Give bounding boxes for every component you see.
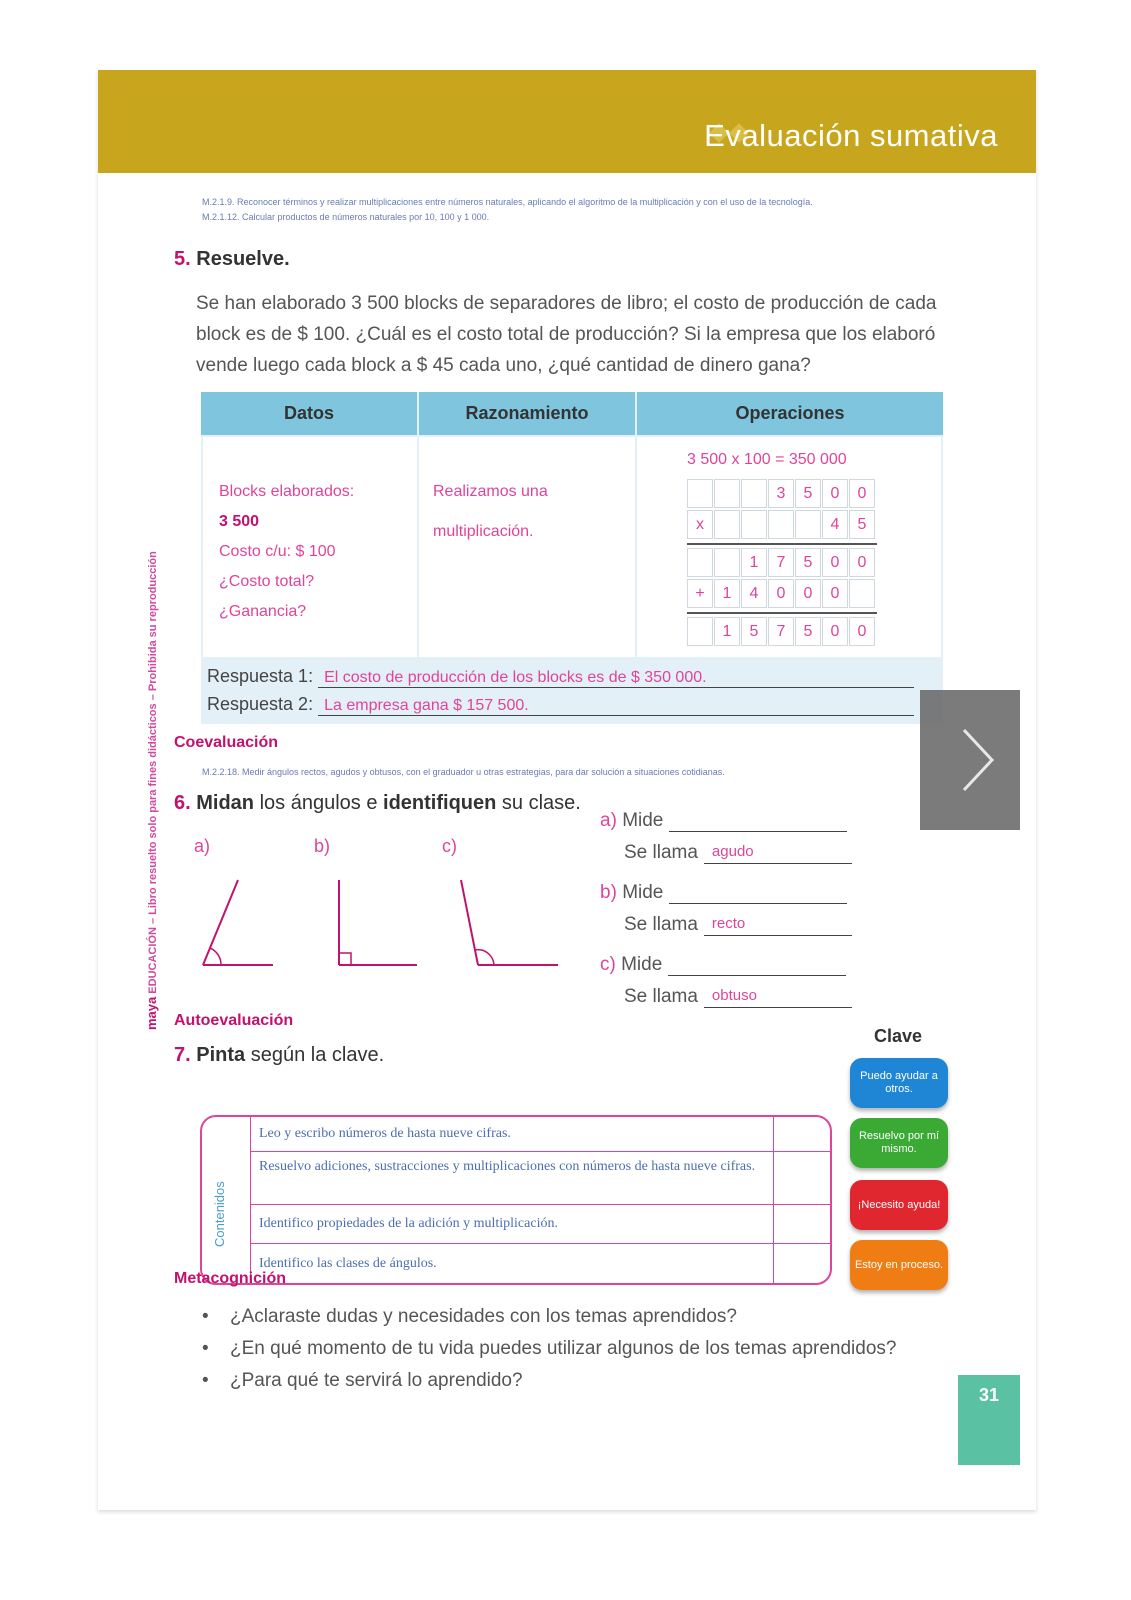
answer-2 [207, 694, 914, 716]
meta-item [202, 1338, 896, 1360]
grid-cell: x [687, 510, 713, 539]
sellama-label: Se llama [624, 986, 698, 1007]
q5-title [174, 248, 290, 271]
grid-cell [768, 510, 794, 539]
multiplication-grid [687, 479, 877, 648]
skill-code-2: M.2.1.12. Calcular productos de números naturales por 10, 100 y 1 000. [202, 212, 490, 222]
q7-title [174, 1044, 384, 1067]
key-help-others: Puedo ayudar a otros. [850, 1058, 948, 1108]
answer-a-letter: a) [600, 810, 617, 831]
sellama-label: Se llama [624, 842, 698, 863]
grid-cell: 4 [741, 579, 767, 608]
razonamiento-line: multiplicación. [433, 523, 534, 540]
q7-bold: Pinta [196, 1044, 246, 1066]
grid-row [687, 548, 877, 579]
grid-cell: 0 [822, 617, 848, 646]
grid-cell: + [687, 579, 713, 608]
grid-cell: 4 [822, 510, 848, 539]
q6-text: los ángulos e [254, 792, 384, 814]
grid-cell: 5 [741, 617, 767, 646]
contenido-text: Leo y escribo números de hasta nueve cifras. [259, 1126, 511, 1141]
razonamiento-line: Realizamos una [433, 483, 548, 500]
q6-bold-1: Midan [196, 792, 255, 814]
answer-1-value: El costo de producción de los blocks es de $ 350 000. [318, 669, 914, 688]
meta-question: ¿Para qué te servirá lo aprendido? [230, 1370, 523, 1391]
answer-b-name [600, 914, 852, 936]
angle-acute [203, 880, 273, 965]
q5-heading: Resuelve. [196, 248, 290, 270]
contenido-row [251, 1244, 830, 1283]
grid-separator [687, 612, 877, 614]
answer-c-letter: c) [600, 954, 616, 975]
meta-item [202, 1306, 737, 1328]
contenido-text: Identifico propiedades de la adición y multiplicación. [259, 1216, 558, 1231]
angle-a-label: a) [194, 836, 211, 856]
contenidos-label: Contenidos [212, 1181, 227, 1247]
grid-cell: 5 [795, 479, 821, 508]
datos-line: 3 500 [219, 513, 260, 530]
grid-cell: 7 [768, 548, 794, 577]
answer-b-letter: b) [600, 882, 617, 903]
q7-text: según la clave. [245, 1044, 385, 1066]
coevaluacion-label: Coevaluación [174, 734, 279, 751]
mide-blank [669, 883, 847, 904]
vertical-publisher-text [144, 551, 159, 1030]
grid-cell: 3 [768, 479, 794, 508]
grid-cell: 0 [849, 479, 875, 508]
q5-number: 5. [174, 248, 191, 270]
key-in-process: Estoy en proceso. [850, 1240, 948, 1290]
answer-c-name [600, 986, 852, 1008]
bullet: • [202, 1370, 209, 1391]
mide-label: Mide [622, 810, 664, 831]
answer-1-label: Respuesta 1: [207, 666, 314, 686]
q5-problem: Se han elaborado 3 500 blocks de separadores de libro; el costo de producción de cada block es de $ 100. ¿Cuál es el costo total de producción? Si la empresa que los elaboró vende luego cada block a $ 45 cada uno, ¿qué cantidad de dinero gana? [196, 293, 937, 376]
grid-cell: 0 [849, 548, 875, 577]
grid-cell: 7 [768, 617, 794, 646]
q6-title [174, 792, 581, 815]
datos-line: Costo c/u: $ 100 [219, 543, 336, 560]
meta-item [202, 1370, 523, 1392]
grid-cell [714, 510, 740, 539]
grid-cell: 1 [741, 548, 767, 577]
grid-cell [687, 617, 713, 646]
grid-cell [741, 510, 767, 539]
paint-box[interactable] [773, 1205, 831, 1243]
header-operaciones: Operaciones [637, 392, 943, 435]
page-title: Evaluación sumativa [704, 118, 998, 153]
grid-cell: 0 [768, 579, 794, 608]
grid-cell [741, 479, 767, 508]
metacognicion-label: Metacognición [174, 1270, 287, 1287]
grid-cell [714, 479, 740, 508]
grid-row [687, 510, 877, 541]
q7-number: 7. [174, 1044, 191, 1066]
grid-cell [687, 548, 713, 577]
mide-blank [668, 955, 846, 976]
answer-b [600, 882, 847, 904]
key-need-help: ¡Necesito ayuda! [850, 1180, 948, 1230]
grid-separator [687, 543, 877, 545]
answer-a-value: agudo [704, 843, 852, 864]
angle-b-label: b) [314, 836, 331, 856]
workbook-page [98, 70, 1036, 1510]
contenido-row [251, 1205, 830, 1244]
grid-row [687, 579, 877, 610]
answer-2-value: La empresa gana $ 157 500. [318, 697, 914, 716]
grid-cell: 0 [849, 617, 875, 646]
grid-cell: 1 [714, 579, 740, 608]
paint-box[interactable] [773, 1152, 831, 1204]
grid-row [687, 479, 877, 510]
grid-cell [687, 479, 713, 508]
q6-number: 6. [174, 792, 191, 814]
datos-line: ¿Ganancia? [219, 603, 307, 620]
contenido-text: Identifico las clases de ángulos. [259, 1256, 437, 1271]
datos-line: ¿Costo total? [219, 573, 315, 590]
angle-right [339, 880, 417, 965]
sellama-label: Se llama [624, 914, 698, 935]
grid-cell [714, 548, 740, 577]
clave-title: Clave [874, 1026, 923, 1046]
mide-label: Mide [621, 954, 663, 975]
q6-bold-2: identifiquen [383, 792, 497, 814]
q6-text-end: su clase. [496, 792, 581, 814]
grid-cell: 1 [714, 617, 740, 646]
skill-code-1: M.2.1.9. Reconocer términos y realizar multiplicaciones entre números naturales, aplicando el algoritmo de la multiplicación y con el uso de la tecnología. [202, 197, 813, 207]
paint-box[interactable] [773, 1117, 831, 1151]
datos-cell [203, 437, 417, 657]
paint-box[interactable] [773, 1244, 831, 1283]
angle-c-label: c) [442, 836, 457, 856]
mide-label: Mide [622, 882, 664, 903]
answer-1 [207, 666, 914, 688]
header-razonamiento: Razonamiento [419, 392, 635, 435]
grid-cell: 5 [849, 510, 875, 539]
contenido-text: Resuelvo adiciones, sustracciones y multiplicaciones con números de hasta nueve cifras. [259, 1159, 756, 1174]
answer-a [600, 810, 847, 832]
chevron-right-icon [920, 690, 1020, 830]
answer-2-label: Respuesta 2: [207, 694, 314, 714]
razonamiento-cell [419, 437, 635, 657]
brand-name: maya [144, 996, 159, 1030]
next-page-button[interactable] [920, 690, 1020, 830]
key-solve-myself: Resuelvo por mí mismo. [850, 1118, 948, 1168]
answer-b-value: recto [704, 915, 852, 936]
datos-line: Blocks elaborados: [219, 483, 355, 500]
coevaluacion-skill: M.2.2.18. Medir ángulos rectos, agudos y obtusos, con el graduador u otras estrategias, para dar solución a situaciones cotidianas. [202, 767, 725, 777]
page-header [98, 70, 1036, 173]
angle-drawings [193, 870, 573, 970]
contenido-row [251, 1152, 830, 1205]
publisher-notice: EDUCACIÓN – Libro resuelto solo para fines didácticos – Prohibida su reproducción [147, 551, 159, 994]
grid-cell: 0 [795, 579, 821, 608]
answer-c-value: obtuso [704, 987, 852, 1008]
contenidos-vertical-header [202, 1117, 251, 1283]
grid-cell: 0 [822, 479, 848, 508]
angle-obtuse [461, 880, 558, 965]
grid-cell [849, 579, 875, 608]
answer-c [600, 954, 846, 976]
contenidos-table [200, 1115, 832, 1285]
header-datos: Datos [201, 392, 417, 435]
meta-question: ¿Aclaraste dudas y necesidades con los temas aprendidos? [230, 1306, 737, 1327]
contenido-row [251, 1117, 830, 1152]
bullet: • [202, 1306, 209, 1327]
operation-equation: 3 500 x 100 = 350 000 [687, 451, 847, 468]
grid-cell: 5 [795, 548, 821, 577]
autoevaluacion-label: Autoevaluación [174, 1012, 294, 1029]
grid-row [687, 617, 877, 648]
q5-table [201, 392, 943, 724]
answer-a-name [600, 842, 852, 864]
operaciones-cell [637, 437, 941, 657]
grid-cell: 5 [795, 617, 821, 646]
bullet: • [202, 1338, 209, 1359]
page-number: 31 [958, 1375, 1020, 1465]
grid-cell [795, 510, 821, 539]
grid-cell: 0 [822, 548, 848, 577]
mide-blank [669, 811, 847, 832]
meta-question: ¿En qué momento de tu vida puedes utilizar algunos de los temas aprendidos? [230, 1338, 897, 1359]
grid-cell: 0 [822, 579, 848, 608]
